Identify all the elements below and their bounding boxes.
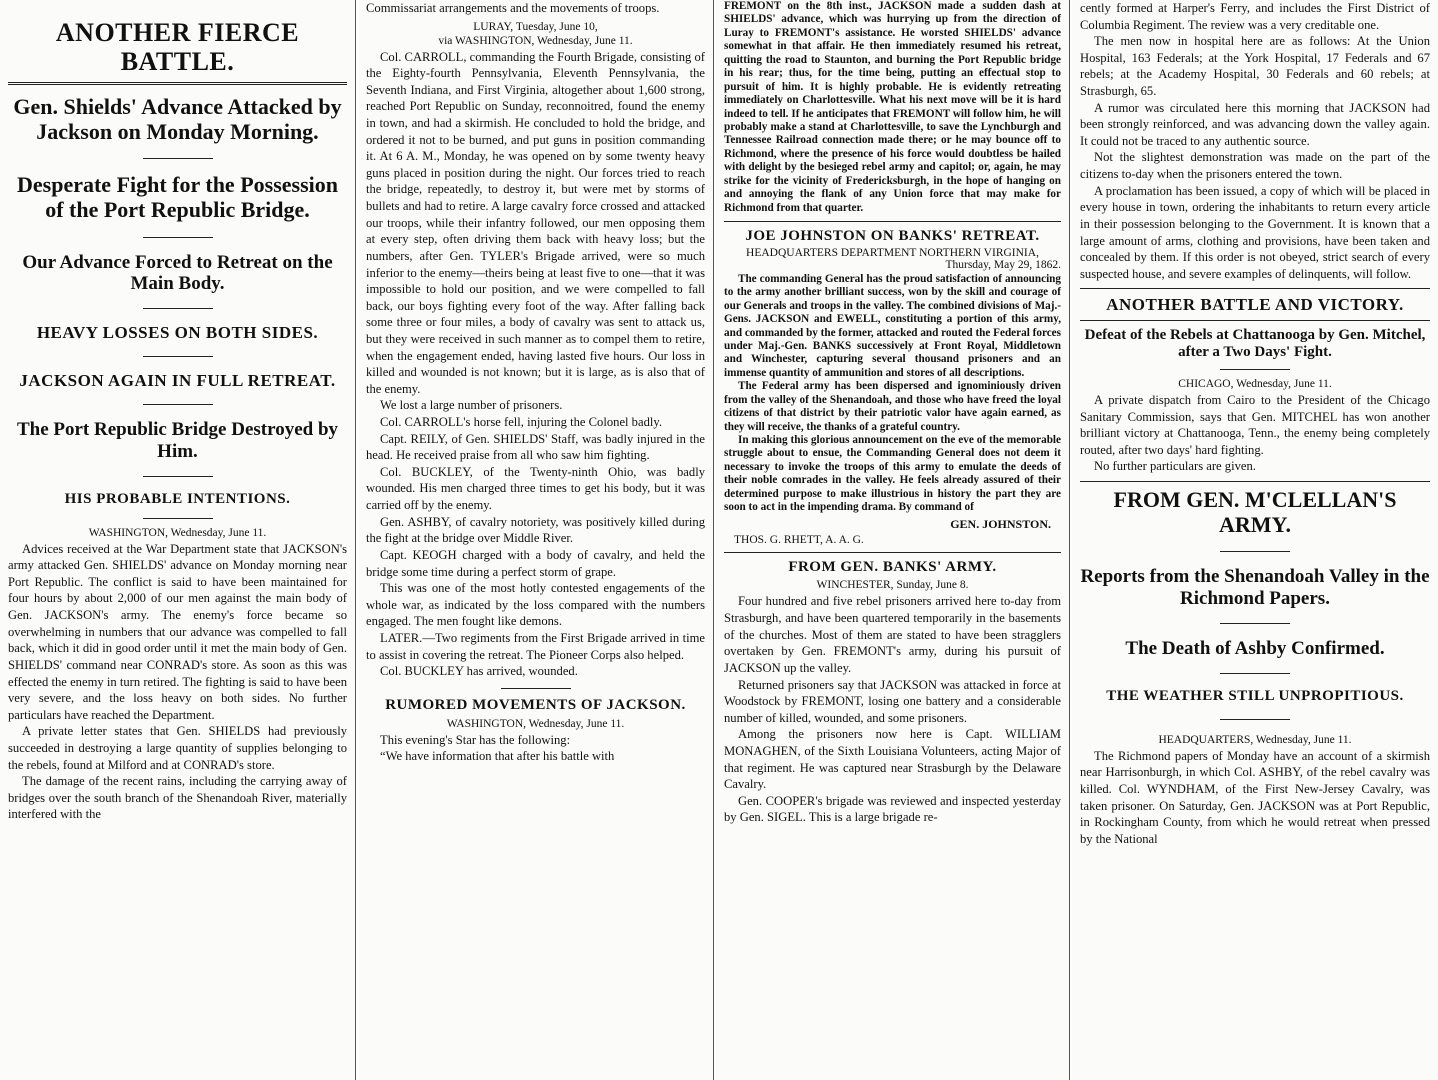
rule <box>1080 481 1430 482</box>
dateline: via WASHINGTON, Wednesday, June 11. <box>438 34 633 47</box>
article-paragraph: Col. BUCKLEY, of the Twenty-ninth Ohio, was badly wounded. His men charged three times to get his body, but it was carried off by the enemy. <box>366 464 705 513</box>
column-2 <box>358 0 714 1080</box>
dateline: LURAY, Tuesday, June 10, <box>473 20 598 33</box>
rule <box>1080 320 1430 321</box>
rule <box>724 552 1061 553</box>
dateline: HEADQUARTERS, Wednesday, June 11. <box>1158 733 1352 746</box>
article-paragraph: “We have information that after his battle with <box>380 749 615 764</box>
dateline: WASHINGTON, Wednesday, June 11. <box>446 717 625 730</box>
headline-johnston-banks-retreat: JOE JOHNSTON ON BANKS' RETREAT. <box>745 228 1040 244</box>
dateline: Thursday, May 29, 1862. <box>945 258 1061 271</box>
article-paragraph: Col. BUCKLEY has arrived, wounded. <box>380 664 578 679</box>
subhead-death-of-ashby: The Death of Ashby Confirmed. <box>1125 637 1385 659</box>
headline-another-battle-victory: ANOTHER BATTLE AND VICTORY. <box>1106 295 1404 315</box>
headline-rumored-movements: RUMORED MOVEMENTS OF JACKSON. <box>385 696 686 713</box>
headline-banks-army: FROM GEN. BANKS' ARMY. <box>788 558 997 575</box>
subhead-port-republic-bridge: Desperate Fight for the Possession of the Port Republic Bridge. <box>17 172 338 223</box>
subhead-advance-forced-retreat: Our Advance Forced to Retreat on the Main Body. <box>22 251 333 294</box>
article-paragraph: The damage of the recent rains, including the carrying away of bridges over the south branch of the Shenandoah River, materially interfered with the <box>8 774 347 822</box>
article-paragraph: A proclamation has been issued, a copy of which will be placed in every house in town, ordering the inhabitants to return every article in their possession belonging to the Government. It is known that a large amount of arms, clothing and provisions, have been taken and concealed by them. If this order is not obeyed, strict search of every suspected house, and severe examples of delinquents, will follow. <box>1080 183 1430 281</box>
signature: GEN. JOHNSTON. <box>950 516 1051 531</box>
article-paragraph: A private dispatch from Cairo to the President of the Chicago Sanitary Commission, says that Gen. MITCHEL has won another brilliant victory at Chattanooga, Tenn., the enemy being completely routed, after two days' hard fighting. <box>1080 392 1430 457</box>
article-paragraph: Capt. REILY, of Gen. SHIELDS' Staff, was badly injured in the head. He received praise from all who saw him fighting. <box>366 431 705 463</box>
article-paragraph: LATER.—Two regiments from the First Brigade arrived in time to assist in covering the retreat. The Pioneer Corps also helped. <box>366 630 705 662</box>
article-paragraph: Gen. COOPER's brigade was reviewed and inspected yesterday by Gen. SIGEL. This is a large brigade re- <box>724 793 1061 825</box>
subhead-bridge-destroyed: The Port Republic Bridge Destroyed by Him. <box>16 419 339 462</box>
article-paragraph: Not the slightest demonstration was made on the part of the citizens to-day when the prisoners entered the town. <box>1080 150 1430 182</box>
rule <box>1220 719 1290 720</box>
article-paragraph: This was one of the most hotly contested engagements of the whole war, as indicated by the loss compared with the numbers engaged. The men fought like demons. <box>366 581 705 629</box>
headline-mcclellan-army: FROM GEN. M'CLELLAN'S ARMY. <box>1113 487 1397 537</box>
article-paragraph: The men now in hospital here are as follows: At the Union Hospital, 163 Federals; at the York Hospital, 17 Federals and 67 rebels; at the Academy Hospital, 30 Federals and 60 rebels; at Strasburgh, 65. <box>1080 34 1430 99</box>
article-paragraph: We lost a large number of prisoners. <box>380 398 563 413</box>
article-paragraph: This evening's Star has the following: <box>380 732 571 747</box>
dateline: WASHINGTON, Wednesday, June 11. <box>88 526 267 539</box>
article-paragraph: In making this glorious announcement on the eve of the memorable struggle about to ensue, the Commanding General does not deem it necessary to invoke the troops of this army to emulate the deeds of their noble comrades in the valley. He feels already assured of their determined purpose to make illustrious in history the part they are soon to act in the impending drama. By command of <box>724 434 1061 514</box>
rule <box>1220 673 1290 674</box>
article-paragraph: A rumor was circulated here this morning that JACKSON had been strongly reinforced, and was advancing down the valley again. It could not be traced to any authentic source. <box>1080 100 1430 148</box>
column-1 <box>0 0 356 1080</box>
rule <box>143 404 213 405</box>
article-paragraph: Among the prisoners now here is Capt. WILLIAM MONAGHEN, of the Sixth Louisiana Volunteers, acting Major of that regiment. He was captured near Strasburgh by the Delaware Cavalry. <box>724 727 1061 792</box>
article-paragraph: Advices received at the War Department state that JACKSON's army attacked Gen. SHIELDS' advance on Monday morning near Port Republic. The conflict is said to have been maintained for four hours by about 2,000 of our men against the main body of Gen. JACKSON's army. The enemy's force became so overwhelming in numbers that our advance was compelled to fall back, which it did in good order until it met the main body of Gen. SHIELDS' command near CONRAD's store. As soon as this was effected the enemy in turn retired. The fighting is said to have been very severe, and the loss heavy on both sides. No further particulars have reached the Department. <box>8 541 347 722</box>
subhead-jackson-retreat: JACKSON AGAIN IN FULL RETREAT. <box>19 371 336 391</box>
column-4 <box>1072 0 1438 1080</box>
rule <box>143 518 213 519</box>
rule <box>143 158 213 159</box>
article-paragraph: Four hundred and five rebel prisoners arrived here to-day from Strasburgh, and have been quartered temporarily in the basements of the churches. Most of them are stated to have been stragglers overtaken by Gen. FREMONT's army, during his pursuit of JACKSON up the valley. <box>724 594 1061 675</box>
article-paragraph: No further particulars are given. <box>1094 459 1256 474</box>
rule <box>1220 623 1290 624</box>
article-paragraph: Capt. KEOGH charged with a body of cavalry, and held the bridge some time during a perfect storm of grape. <box>366 547 705 579</box>
rule <box>143 308 213 309</box>
article-paragraph: The commanding General has the proud satisfaction of announcing to the army another brilliant success, won by the skill and courage of our Generals and troops in the valley. The combined divisions of Maj.-Gens. JACKSON and EWELL, constituting a portion of this army, and commanded by the former, attacked and routed the Federal forces under Maj.-Gen. BANKS successively at Front Royal, Middletown and Winchester, capturing several thousand prisoners and an immense quantity of ammunition and stores of all descriptions. <box>724 272 1061 379</box>
article-paragraph: FREMONT on the 8th inst., JACKSON made a sudden dash at SHIELDS' advance, which was hurrying up from the direction of Luray to FREMONT's assistance. He worsted SHIELDS' advance somewhat in that affair. He then immediately resumed his retreat, quitting the road to Staunton, and burning the Port Republic bridge in his rear; thus, for the time being, putting an effectual stop to pursuit of him. It is highly probable. He is evidently retreating immediately on Charlottesville. What his next move will be it is hard indeed to tell. If he anticipates that FREMONT will follow him, he will probably make a stand at Charlottesville, to save the Lynchburgh and Tennessee Railroad connection made there; or he may bounce off to Richmond, where the presence of his force would doubtless be hailed with delight by the besieged rebel army and capitol; or, again, he may strike for the vicinity of Fredericksburgh, in the hope of hanging on and annoying the flank of any Union force that may make for Richmond from that quarter. <box>724 0 1061 214</box>
subhead-shenandoah-reports: Reports from the Shenandoah Valley in the Richmond Papers. <box>1080 566 1430 609</box>
article-paragraph: Col. CARROLL's horse fell, injuring the Colonel badly. <box>380 415 662 430</box>
subhead-probable-intentions: HIS PROBABLE INTENTIONS. <box>64 490 291 507</box>
rule <box>1080 288 1430 289</box>
rule <box>501 688 571 689</box>
rule <box>143 356 213 357</box>
dateline: CHICAGO, Wednesday, June 11. <box>1178 377 1332 390</box>
headline-another-fierce-battle: ANOTHER FIERCE BATTLE. <box>55 18 300 77</box>
article-paragraph: A private letter states that Gen. SHIELDS had previously succeeded in destroying a large quantity of supplies belonging to the rebels, found at Milford and at CONRAD's store. <box>8 724 347 772</box>
rule <box>143 237 213 238</box>
double-rule <box>8 82 347 85</box>
article-paragraph: Returned prisoners say that JACKSON was attacked in force at Woodstock by FREMONT, losing one battery and a considerable number of killed, wounded, and some prisoners. <box>724 677 1061 725</box>
article-paragraph: The Richmond papers of Monday have an account of a skirmish near Harrisonburgh, in which Col. ASHBY, of the rebel cavalry was killed. Col. WYNDHAM, of the First New-Jersey Cavalry, was taken prisoner. On Saturday, Gen. JACKSON was at Port Republic, in Rockingham County, from which he would retreat when pressed by the National <box>1080 748 1430 846</box>
subhead-shields-attacked: Gen. Shields' Advance Attacked by Jackson on Monday Morning. <box>13 94 342 144</box>
dateline: HEADQUARTERS DEPARTMENT NORTHERN VIRGINIA, <box>746 246 1039 259</box>
subhead-chattanooga: Defeat of the Rebels at Chattanooga by Gen. Mitchel, after a Two Days' Fight. <box>1084 327 1426 361</box>
article-paragraph: cently formed at Harper's Ferry, and includes the First District of Columbia Regiment. The review was a very creditable one. <box>1080 1 1430 32</box>
article-paragraph: Commissariat arrangements and the movements of troops. <box>366 1 660 15</box>
rule <box>1220 551 1290 552</box>
article-paragraph: Gen. ASHBY, of cavalry notoriety, was positively killed during the fight at the bridge over Middle River. <box>366 514 705 546</box>
signature-adjutant: THOS. G. RHETT, A. A. G. <box>734 533 864 546</box>
subhead-heavy-losses: HEAVY LOSSES ON BOTH SIDES. <box>36 323 319 343</box>
column-3 <box>716 0 1070 1080</box>
subhead-weather: THE WEATHER STILL UNPROPITIOUS. <box>1106 688 1404 705</box>
rule <box>143 476 213 477</box>
rule <box>724 221 1061 222</box>
article-paragraph: Col. CARROLL, commanding the Fourth Brigade, consisting of the Eighty-fourth Pennsylvania, Eleventh Pennsylvania, the Seventh Indiana, and First Virginia, altogether about 1,600 strong, reached Port Republic on Sunday, reconnoitred, found the enemy in town, and had a skirmish. He concluded to hold the bridge, and ordered it not to be burned, and put guns in position commanding it. At 6 A. M., Monday, he was opened on by some twenty heavy guns placed in position during the night. Our forces tried to reach the bridge, repeatedly, to destroy it, but were met by storms of bullets and had to retire. A large cavalry force crossed and attacked our troops, while their infantry followed, our men opposing them at every step, often driving them back with heavy loss; but the numbers, after Gen. TYLER's Brigade arrived, were so much inferior to the enemy—theirs being at least five to one—that it was impossible to hold our position, and we were compelled to fall back, our boys fighting every foot of the way. After falling back some three or four miles, a body of cavalry was sent to attack us, but they were received in such manner as to compel them to retire, when the engagement ended, having lasted five hours. Our loss in killed and wounded is not known; but it is large, as is also that of the enemy. <box>366 49 705 396</box>
rule <box>1220 369 1290 370</box>
dateline: WINCHESTER, Sunday, June 8. <box>816 579 969 592</box>
article-paragraph: The Federal army has been dispersed and ignominiously driven from the valley of the Shenandoah, and those who have freed the loyal citizens of that district by their patriotic valor have again earned, as they will receive, the thanks of a grateful country. <box>724 380 1061 433</box>
